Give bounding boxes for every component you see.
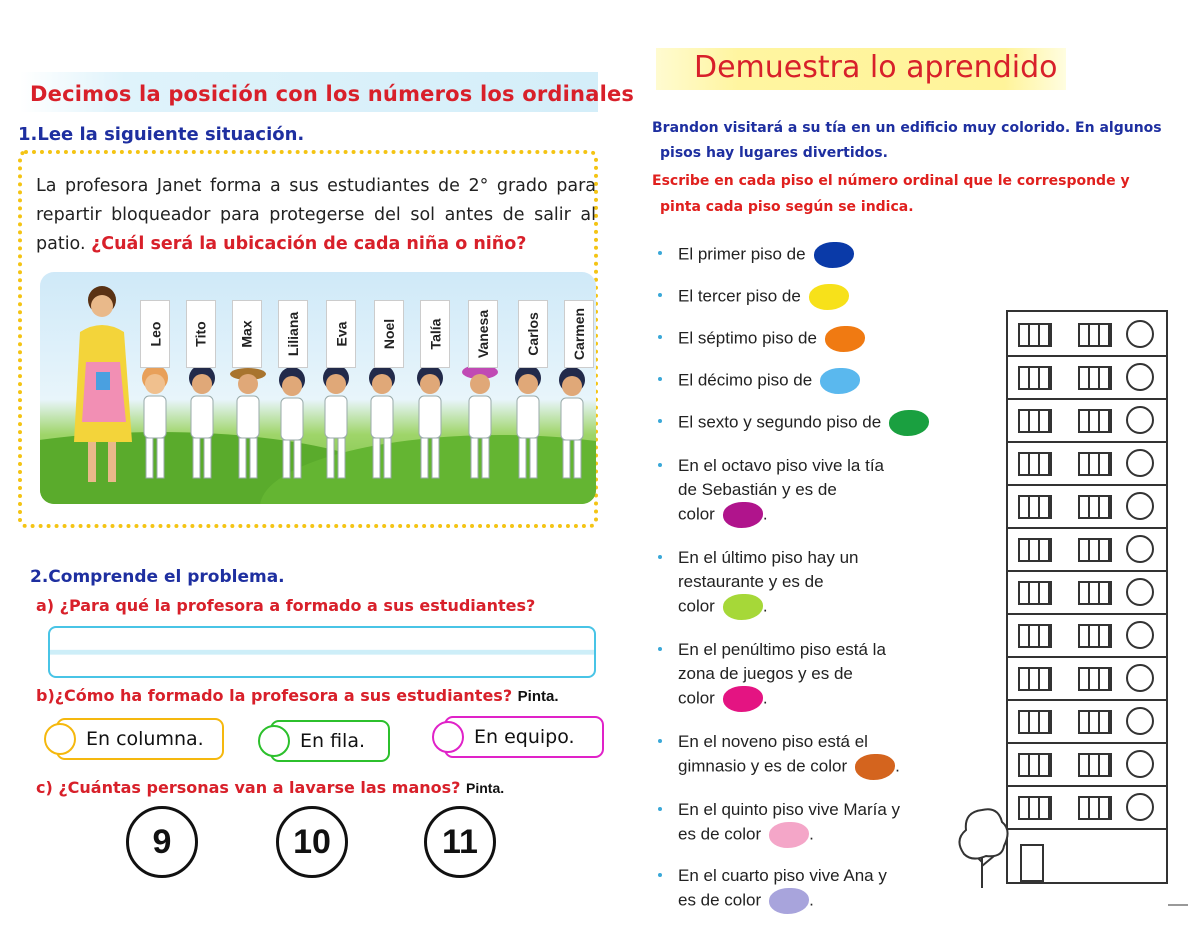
door-icon (1020, 844, 1044, 882)
instruction-text: gimnasio y es de color (678, 756, 848, 776)
name-tag: Max (232, 300, 262, 368)
floor-number-circle[interactable] (1126, 750, 1154, 778)
building-floor[interactable] (1008, 572, 1166, 615)
right-intro (652, 116, 1188, 166)
bullet-dot-icon (658, 293, 662, 297)
window-icon (1018, 710, 1052, 734)
bullet-dot-icon (658, 873, 662, 877)
name-tag: Talía (420, 300, 450, 368)
instruction-item (658, 454, 884, 528)
floor-number-circle[interactable] (1126, 535, 1154, 563)
instruction-text: El décimo piso de (678, 370, 813, 390)
paint-swatch-icon (814, 242, 854, 268)
instruction-item (658, 284, 849, 310)
bullet-dot-icon (658, 555, 662, 559)
instruction-text: de Sebastián y es de (678, 480, 837, 499)
floor-number-circle[interactable] (1126, 406, 1154, 434)
instruction-line: color . (678, 594, 859, 620)
instruction-line (678, 798, 900, 822)
window-icon (1078, 323, 1112, 347)
option-row-label: En fila. (300, 730, 366, 752)
paint-swatch-icon (769, 888, 809, 914)
instruction-text: El séptimo piso de (678, 328, 817, 348)
step2-heading: 2.Comprende el problema. (30, 567, 285, 587)
number-option-10[interactable]: 10 (276, 806, 348, 878)
window-icon (1078, 624, 1112, 648)
question-b-pinta: Pinta. (517, 688, 559, 705)
instruction-line (678, 638, 886, 662)
name-tag: Carlos (518, 300, 548, 368)
window-icon (1018, 581, 1052, 605)
instruction-line: color . (678, 502, 884, 528)
option-team-circle[interactable] (432, 721, 464, 753)
paint-swatch-icon (723, 594, 763, 620)
instruction-line (678, 570, 859, 594)
floor-number-circle[interactable] (1126, 363, 1154, 391)
window-icon (1018, 796, 1052, 820)
floor-number-circle[interactable] (1126, 578, 1154, 606)
instruction-item (658, 368, 860, 394)
instruction-text: En el noveno piso está el (678, 732, 868, 751)
window-icon (1078, 452, 1112, 476)
name-tag: Vanesa (468, 300, 498, 368)
question-c-pinta: Pinta. (466, 780, 505, 796)
instruction-text: En el cuarto piso vive Ana y (678, 866, 887, 885)
number-option-9[interactable]: 9 (126, 806, 198, 878)
name-tag: Liliana (278, 300, 308, 368)
building-floor[interactable] (1008, 787, 1166, 830)
name-tag: Eva (326, 300, 356, 368)
window-icon (1018, 409, 1052, 433)
instruction-text: zona de juegos y es de (678, 664, 853, 683)
instruction-item (658, 864, 887, 914)
answer-a-input[interactable] (48, 626, 596, 678)
right-instruction (652, 168, 1188, 220)
instruction-text: En el octavo piso vive la tía (678, 456, 885, 475)
instruction-line: gimnasio y es de color . (678, 754, 900, 780)
window-icon (1078, 753, 1112, 777)
instruction-text: es de color (678, 824, 762, 844)
floor-number-circle[interactable] (1126, 793, 1154, 821)
instruction-line (678, 546, 859, 570)
bullet-dot-icon (658, 807, 662, 811)
floor-number-circle[interactable] (1126, 621, 1154, 649)
page-title: Decimos la posición con los números los ordinales (30, 82, 635, 106)
window-icon (1078, 366, 1112, 390)
floor-number-circle[interactable] (1126, 449, 1154, 477)
building-floor[interactable] (1008, 357, 1166, 400)
window-icon (1018, 753, 1052, 777)
instruction-item (658, 326, 865, 352)
situation-paragraph (36, 172, 596, 259)
instruction-line (678, 368, 860, 394)
paint-swatch-icon (855, 754, 895, 780)
building-floor[interactable] (1008, 443, 1166, 486)
instruction-line: pinta cada piso según se indica. (660, 199, 914, 215)
window-icon (1018, 452, 1052, 476)
instruction-line: Escribe en cada piso el número ordinal que le corresponde y (652, 173, 1130, 189)
floor-number-circle[interactable] (1126, 320, 1154, 348)
bullet-dot-icon (658, 647, 662, 651)
instruction-text: color (678, 596, 715, 616)
building-floor[interactable] (1008, 529, 1166, 572)
instruction-line: es de color . (678, 888, 887, 914)
window-icon (1078, 667, 1112, 691)
number-option-11[interactable]: 11 (424, 806, 496, 878)
bullet-dot-icon (658, 463, 662, 467)
paint-swatch-icon (723, 502, 763, 528)
instruction-line (678, 730, 900, 754)
question-c-text: c) ¿Cuántas personas van a lavarse las manos? (36, 778, 461, 797)
instruction-line (678, 410, 929, 436)
page-mark (1168, 904, 1188, 906)
option-team-label: En equipo. (474, 726, 575, 748)
instruction-line (678, 864, 887, 888)
bullet-dot-icon (658, 335, 662, 339)
instruction-line: es de color . (678, 822, 900, 848)
building-floor[interactable] (1008, 658, 1166, 701)
window-icon (1018, 495, 1052, 519)
students-scene-art (40, 272, 596, 504)
window-icon (1018, 538, 1052, 562)
window-icon (1018, 366, 1052, 390)
intro-line: Brandon visitará a su tía en un edificio muy colorido. En algunos (652, 120, 1162, 136)
name-tag: Tito (186, 300, 216, 368)
option-column-label: En columna. (86, 728, 204, 750)
floor-number-circle[interactable] (1126, 492, 1154, 520)
building-floor[interactable] (1008, 701, 1166, 744)
window-icon (1018, 624, 1052, 648)
instruction-line (678, 478, 884, 502)
window-icon (1078, 538, 1112, 562)
building-floor[interactable] (1008, 615, 1166, 658)
instruction-text: El sexto y segundo piso de (678, 412, 882, 432)
right-page-title: Demuestra lo aprendido (694, 50, 1058, 85)
window-icon (1078, 796, 1112, 820)
paint-swatch-icon (825, 326, 865, 352)
option-column-circle[interactable] (44, 723, 76, 755)
instruction-item (658, 242, 854, 268)
bullet-dot-icon (658, 739, 662, 743)
instruction-item (658, 638, 886, 712)
paint-swatch-icon (723, 686, 763, 712)
paint-swatch-icon (820, 368, 860, 394)
building-drawing (1006, 310, 1168, 884)
window-icon (1078, 495, 1112, 519)
option-team[interactable] (444, 716, 604, 758)
option-row-circle[interactable] (258, 725, 290, 757)
instruction-text: restaurante y es de (678, 572, 824, 591)
window-icon (1078, 409, 1112, 433)
instruction-line (678, 242, 854, 268)
instruction-line (678, 662, 886, 686)
window-icon (1078, 581, 1112, 605)
paint-swatch-icon (769, 822, 809, 848)
instruction-item (658, 798, 900, 848)
tree-drawing (952, 800, 1012, 890)
instruction-line (678, 454, 884, 478)
building-floor[interactable] (1008, 400, 1166, 443)
bullet-dot-icon (658, 419, 662, 423)
paint-swatch-icon (889, 410, 929, 436)
instruction-text: En el último piso hay un (678, 548, 859, 567)
instruction-text: En el penúltimo piso está la (678, 640, 886, 659)
bullet-dot-icon (658, 377, 662, 381)
name-tag: Carmen (564, 300, 594, 368)
floor-number-circle[interactable] (1126, 664, 1154, 692)
instruction-text: color (678, 504, 715, 524)
question-b-text: b)¿Cómo ha formado la profesora a sus estudiantes? (36, 686, 513, 705)
instruction-line (678, 326, 865, 352)
question-a: a) ¿Para qué la profesora a formado a sus estudiantes? (36, 596, 536, 615)
instruction-line: color . (678, 686, 886, 712)
instruction-text: es de color (678, 890, 762, 910)
instruction-text: color (678, 688, 715, 708)
question-c (36, 778, 504, 797)
floor-number-circle[interactable] (1126, 707, 1154, 735)
building-floor[interactable] (1008, 744, 1166, 787)
instruction-item (658, 730, 900, 780)
option-column[interactable] (56, 718, 224, 760)
building-floor[interactable] (1008, 486, 1166, 529)
instruction-text: El tercer piso de (678, 286, 801, 306)
instruction-text: El primer piso de (678, 244, 806, 264)
bullet-dot-icon (658, 251, 662, 255)
students-illustration (40, 272, 596, 504)
window-icon (1018, 667, 1052, 691)
question-b (36, 686, 559, 705)
intro-line: pisos hay lugares divertidos. (660, 145, 888, 161)
situation-text: La profesora Janet forma a sus estudiantes de 2° grado para repartir bloqueador para protegerse del sol antes de salir al patio. (36, 176, 596, 254)
step1-heading: 1.Lee la siguiente situación. (18, 124, 305, 145)
name-tag: Noel (374, 300, 404, 368)
instruction-text: En el quinto piso vive María y (678, 800, 901, 819)
instruction-item (658, 546, 859, 620)
name-tag: Leo (140, 300, 170, 368)
window-icon (1018, 323, 1052, 347)
window-icon (1078, 710, 1112, 734)
situation-question: ¿Cuál será la ubicación de cada niña o niño? (91, 234, 527, 254)
instruction-item (658, 410, 929, 436)
paint-swatch-icon (809, 284, 849, 310)
building-floor[interactable] (1008, 314, 1166, 357)
option-row[interactable] (270, 720, 390, 762)
instruction-line (678, 284, 849, 310)
